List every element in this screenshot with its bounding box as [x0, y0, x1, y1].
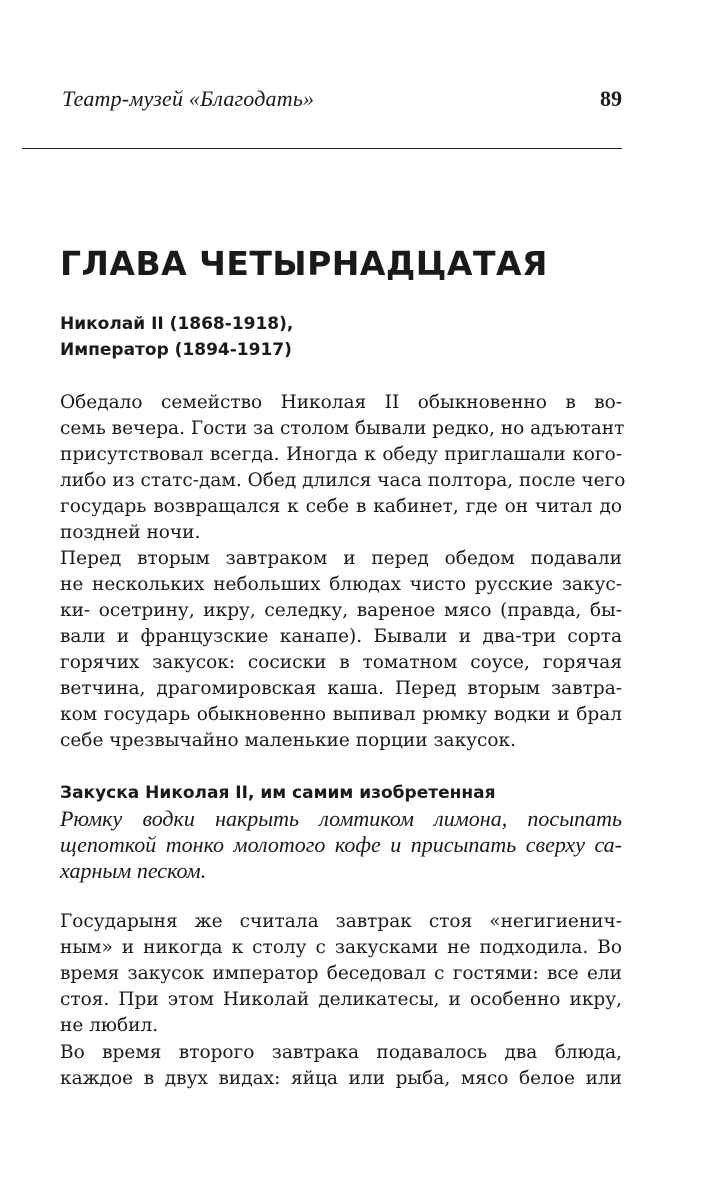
recipe-line-2: щепоткой тонко молотого кофе и присыпать сверху са-: [60, 832, 622, 857]
paragraph-1-line-2: семь вечера. Гости за столом бывали редко, но адъютант: [60, 418, 625, 439]
paragraph-3-line-2: ным» и никогда к столу с закусками не подходила. Во: [60, 937, 622, 958]
page-number: 89: [600, 86, 622, 111]
paragraph-1-line-5: государь возвращался к себе в кабинет, где он читал до: [60, 496, 622, 517]
recipe-line-1: Рюмку водки накрыть ломтиком лимона, посыпать: [60, 806, 622, 831]
paragraph-4-line-2: каждое в двух видах: яйца или рыба, мясо белое или: [60, 1068, 622, 1089]
paragraph-1-line-6: поздней ночи.: [60, 522, 201, 543]
paragraph-2-line-5: горячих закусок: сосиски в томатном соусе, горячая: [60, 652, 622, 673]
paragraph-1-line-1: Обедало семейство Николая II обыкновенно в во-: [60, 392, 622, 413]
chapter-subtitle-line-2: Император (1894-1917): [60, 340, 292, 360]
paragraph-3-line-1: Государыня же считала завтрак стоя «негигиенич-: [60, 911, 622, 932]
chapter-subtitle-line-1: Николай II (1868-1918),: [60, 314, 294, 334]
paragraph-2-line-3: ки- осетрину, икру, селедку, вареное мясо (правда, бы-: [60, 600, 622, 621]
header-divider: [22, 148, 622, 149]
recipe-line-3: харным песком.: [60, 858, 207, 883]
paragraph-1-line-4: либо из статс-дам. Обед длился часа полтора, после чего: [60, 470, 626, 491]
running-title: Театр-музей «Благодать»: [62, 86, 315, 111]
paragraph-2-line-7: ком государь обыкновенно выпивал рюмку водки и брал: [60, 704, 622, 725]
paragraph-2-line-2: не нескольких небольших блюдах чисто русские закус-: [60, 574, 622, 595]
paragraph-3-line-4: стоя. При этом Николай деликатесы, и особенно икру,: [60, 989, 622, 1010]
chapter-title: ГЛАВА ЧЕТЫРНАДЦАТАЯ: [60, 244, 548, 283]
paragraph-2-line-6: ветчина, драгомировская каша. Перед вторым завтра-: [60, 678, 622, 699]
recipe-title: Закуска Николая II, им самим изобретенная: [60, 783, 496, 803]
paragraph-2-line-1: Перед вторым завтраком и перед обедом подавали: [60, 548, 622, 569]
paragraph-3-line-5: не любил.: [60, 1015, 159, 1036]
paragraph-4-line-1: Во время второго завтрака подавалось два блюда,: [60, 1042, 622, 1063]
paragraph-2-line-8: себе чрезвычайно маленькие порции закусок.: [60, 730, 516, 751]
paragraph-2-line-4: вали и французские канапе). Бывали и два-три сорта: [60, 626, 622, 647]
paragraph-1-line-3: присутствовал всегда. Иногда к обеду приглашали кого-: [60, 444, 622, 465]
running-head: [62, 86, 622, 118]
paragraph-3-line-3: время закусок император беседовал с гостями: все ели: [60, 963, 622, 984]
